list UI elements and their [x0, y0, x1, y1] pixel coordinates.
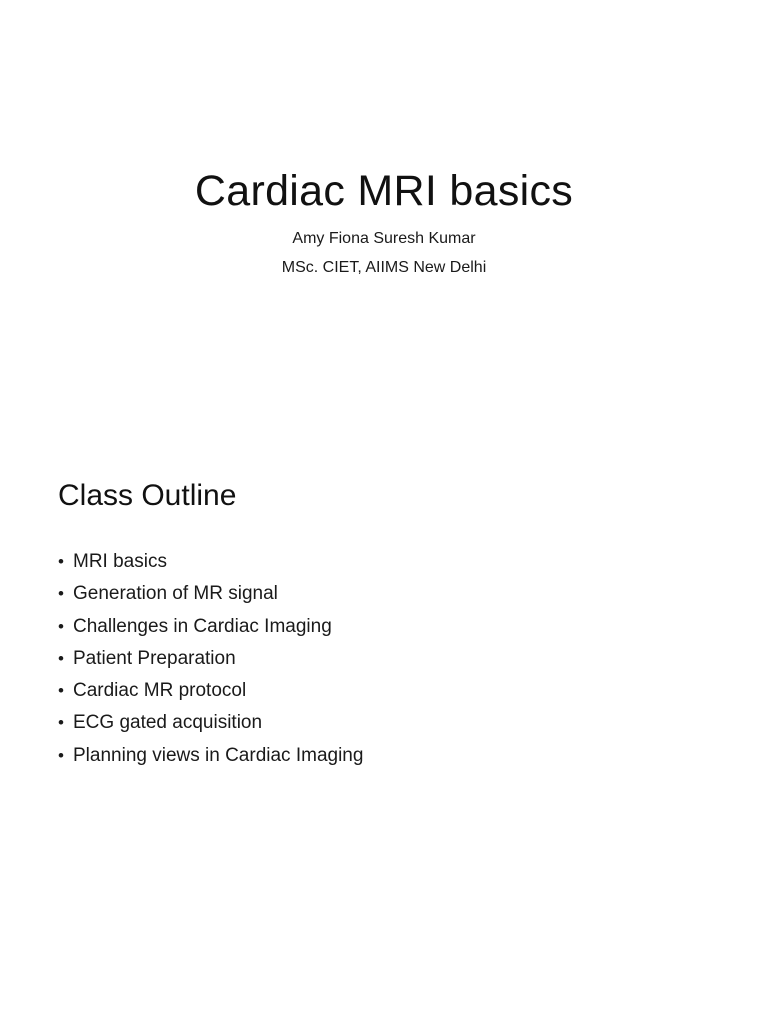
bullet-icon: • — [58, 713, 64, 733]
list-item-text: Challenges in Cardiac Imaging — [73, 615, 332, 637]
bullet-icon: • — [58, 616, 64, 636]
slide-title: Cardiac MRI basics — [194, 167, 574, 215]
bullet-icon: • — [58, 681, 64, 701]
list-item-text: Planning views in Cardiac Imaging — [73, 744, 364, 766]
list-item-text: ECG gated acquisition — [73, 712, 263, 734]
outline-bullet-list — [58, 546, 363, 772]
author-affiliation: MSc. CIET, AIIMS New Delhi — [281, 259, 487, 276]
list-item — [58, 578, 363, 610]
list-item — [58, 740, 363, 772]
bullet-icon: • — [58, 584, 64, 604]
list-item — [58, 546, 363, 578]
list-item — [58, 675, 363, 707]
outline-heading: Class Outline — [58, 479, 237, 512]
bullet-icon: • — [58, 745, 64, 765]
bullet-icon: • — [58, 552, 64, 571]
title-slide — [0, 0, 768, 430]
outline-slide — [0, 430, 768, 1024]
bullet-icon: • — [58, 648, 64, 668]
author-name: Amy Fiona Suresh Kumar — [292, 230, 476, 247]
list-item-text: MRI basics — [73, 551, 167, 572]
list-item — [58, 707, 363, 739]
list-item — [58, 643, 363, 675]
list-item-text: Patient Preparation — [73, 647, 236, 669]
list-item — [58, 611, 363, 643]
list-item-text: Generation of MR signal — [73, 583, 278, 605]
list-item-text: Cardiac MR protocol — [73, 680, 247, 702]
